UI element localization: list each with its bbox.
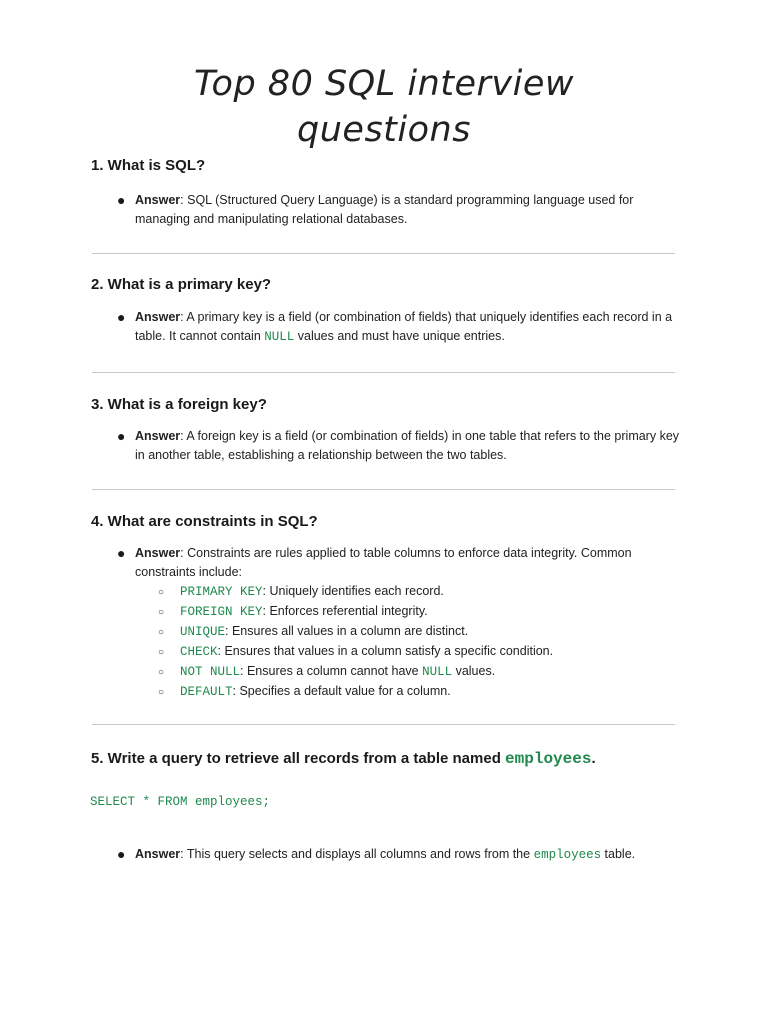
answer-text-end: values and must have unique entries. xyxy=(294,329,505,343)
answer-label: Answer xyxy=(135,429,181,443)
answer-label: Answer xyxy=(135,310,181,324)
answer-text: : SQL (Structured Query Language) is a standard programming language used for managing and manipulating relational databases. xyxy=(135,193,634,226)
list-item xyxy=(158,621,553,641)
answer-text: : A primary key is a field (or combination of fields) that uniquely identifies each record in a table. It cannot contain xyxy=(135,310,673,343)
divider xyxy=(92,489,675,490)
list-item xyxy=(158,641,553,661)
circle-bullet-icon: ○ xyxy=(158,667,165,678)
divider xyxy=(92,724,675,725)
question-1-answer xyxy=(135,191,680,229)
table-name-code: employees xyxy=(505,750,592,768)
answer-text-end: table. xyxy=(601,847,636,861)
code-null: NULL xyxy=(264,330,295,344)
bullet-icon: ● xyxy=(117,428,126,444)
code-employees: employees xyxy=(533,848,602,862)
circle-bullet-icon: ○ xyxy=(158,647,165,658)
answer-text: : A foreign key is a field (or combination of fields) in one table that refers to the primary key in another table, establishing a relationship between the two tables. xyxy=(135,429,680,462)
circle-bullet-icon: ○ xyxy=(158,627,165,638)
answer-label: Answer xyxy=(135,546,181,560)
constraint-code: CHECK xyxy=(180,645,218,659)
bullet-icon: ● xyxy=(117,545,126,561)
bullet-icon: ● xyxy=(117,309,126,325)
question-5-answer xyxy=(135,845,665,865)
circle-bullet-icon: ○ xyxy=(158,587,165,598)
constraint-code: PRIMARY KEY xyxy=(180,585,263,599)
constraint-code: UNIQUE xyxy=(180,625,226,639)
question-4-answer xyxy=(135,544,635,582)
list-item xyxy=(158,661,553,681)
question-3-heading: 3. What is a foreign key? xyxy=(91,396,267,413)
page-title-line-1: Top 80 SQL interview xyxy=(193,64,574,104)
constraint-desc: : Ensures that values in a column satisfy a specific condition. xyxy=(217,644,554,658)
constraint-desc: : Ensures all values in a column are distinct. xyxy=(225,624,469,638)
constraint-desc-end: values. xyxy=(452,664,496,678)
divider xyxy=(92,253,675,254)
circle-bullet-icon: ○ xyxy=(158,607,165,618)
sql-code-block: SELECT * FROM employees; xyxy=(90,795,271,809)
constraint-code: NOT NULL xyxy=(180,665,241,679)
constraints-list xyxy=(158,581,553,701)
page-title-line-2: questions xyxy=(297,110,471,150)
constraint-code: DEFAULT xyxy=(180,685,233,699)
constraint-desc: : Ensures a column cannot have xyxy=(240,664,423,678)
answer-text: : This query selects and displays all columns and rows from the xyxy=(180,847,534,861)
constraint-code-null: NULL xyxy=(422,665,453,679)
answer-label: Answer xyxy=(135,193,181,207)
answer-label: Answer xyxy=(135,847,181,861)
constraint-code: FOREIGN KEY xyxy=(180,605,263,619)
constraint-desc: : Specifies a default value for a column. xyxy=(232,684,451,698)
circle-bullet-icon: ○ xyxy=(158,687,165,698)
question-1-heading: 1. What is SQL? xyxy=(91,157,206,174)
bullet-icon: ● xyxy=(117,846,126,862)
answer-text: : Constraints are rules applied to table columns to enforce data integrity. Common constraints include: xyxy=(135,546,632,579)
heading-text: 5. Write a query to retrieve all records from a table named xyxy=(91,750,506,767)
list-item xyxy=(158,601,553,621)
question-2-answer xyxy=(135,308,680,347)
question-4-heading: 4. What are constraints in SQL? xyxy=(91,513,318,530)
divider xyxy=(92,372,675,373)
bullet-icon: ● xyxy=(117,192,126,208)
heading-end: . xyxy=(591,750,596,767)
constraint-desc: : Enforces referential integrity. xyxy=(262,604,428,618)
list-item xyxy=(158,681,553,701)
question-3-answer xyxy=(135,427,680,465)
question-5-heading xyxy=(91,750,596,768)
constraint-desc: : Uniquely identifies each record. xyxy=(262,584,444,598)
list-item xyxy=(158,581,553,601)
question-2-heading: 2. What is a primary key? xyxy=(91,276,272,293)
